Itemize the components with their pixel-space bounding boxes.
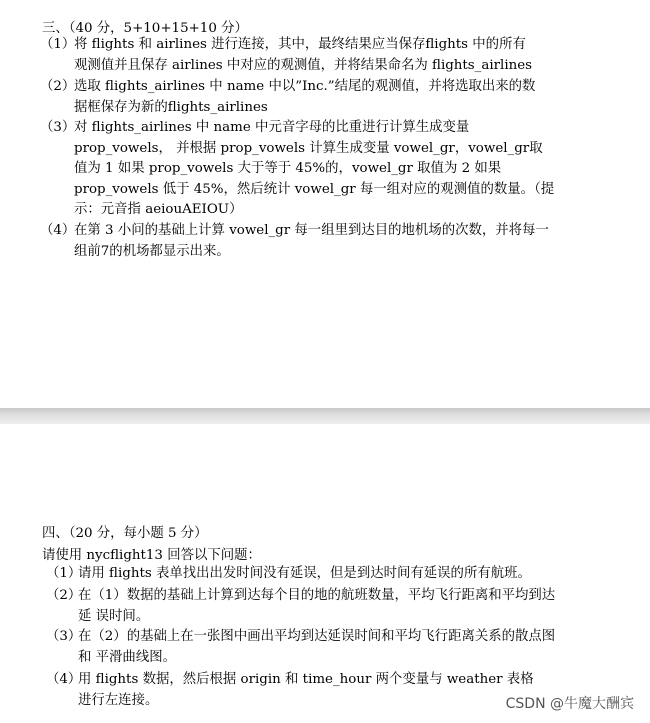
section-4-item-2 [46, 586, 606, 627]
item-text: 在（1）数据的基础上计算到达每个目的地的航班数量，平均飞行距离和平均到达 延 误时间。 [78, 588, 556, 624]
item-text: 请用 flights 表单找出出发时间没有延误，但是到达时间有延误的所有航班。 [78, 566, 531, 581]
section-3-item-2 [40, 77, 610, 118]
section-4-item-3 [46, 627, 606, 668]
item-number: （3） [46, 629, 82, 644]
section-4-title: 四、（20 分，每小题 5 分） [42, 526, 208, 541]
document-page-bottom [0, 424, 650, 723]
item-text: 在（2）的基础上在一张图中画出平均到达延误时间和平均飞行距离关系的散点图 和 平滑曲线图。 [78, 629, 556, 665]
section-3-item-4 [40, 221, 610, 262]
csdn-watermark: CSDN @牛魔大酬宾 [505, 696, 634, 712]
item-text: 对 flights_airlines 中 name 中元音字母的比重进行计算生成变量 prop_vowels， 并根据 prop_vowels 计算生成变量 vowel_gr，vowel_gr取 值为 1 如果 prop_vowels 大于等于 45%的，vowel_gr 取值为 2 如果 prop_vowels 低于 45%，然后统计 vowel_gr 每一组对应的观测值的数量。（提 示：元音指 aeiouAEIOU） [74, 120, 555, 217]
item-number: （1） [46, 566, 82, 581]
page-separator [0, 408, 650, 424]
item-number: （2） [40, 79, 76, 94]
item-text: 在第 3 小问的基础上计算 vowel_gr 每一组里到达目的地机场的次数，并将每一 组前7的机场都显示出来。 [74, 223, 549, 259]
item-number: （1） [40, 37, 76, 52]
section-4-item-1 [46, 564, 606, 585]
section-3-title: 三、（40 分，5+10+15+10 分） [42, 21, 248, 36]
section-3-item-3 [40, 118, 610, 221]
item-number: （3） [40, 120, 76, 135]
section-3-item-1 [40, 35, 610, 76]
item-number: （4） [40, 223, 76, 238]
item-text: 用 flights 数据，然后根据 origin 和 time_hour 两个变量与 weather 表格 进行左连接。 [78, 672, 534, 708]
item-number: （4） [46, 672, 82, 687]
section-4-intro: 请使用 nycflight13 回答以下问题： [42, 548, 261, 563]
item-number: （2） [46, 588, 82, 603]
item-text: 将 flights 和 airlines 进行连接，其中，最终结果应当保存flights 中的所有 观测值并且保存 airlines 中对应的观测值，并将结果命名为 flights_airlines [74, 37, 533, 73]
item-text: 选取 flights_airlines 中 name 中以”Inc.”结尾的观测值，并将选取出来的数 据框保存为新的flights_airlines [74, 79, 536, 115]
